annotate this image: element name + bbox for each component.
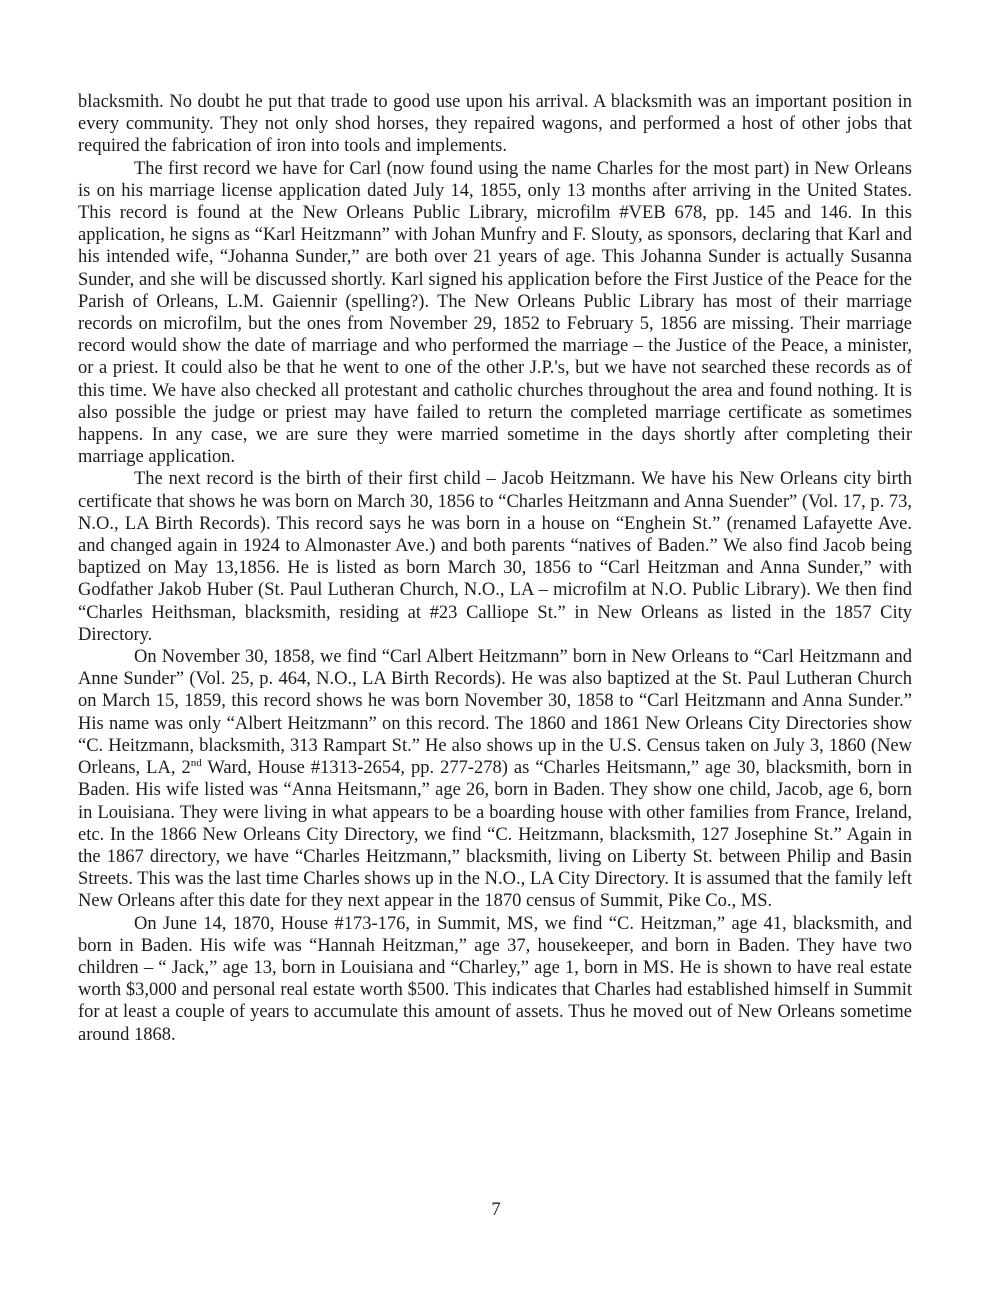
paragraph-1: blacksmith. No doubt he put that trade to good use upon his arrival. A blacksmith was an important position in every community. They not only shod horses, they repaired wagons, and performed a host of other jobs that required the fabrication of iron into tools and implements. <box>78 92 912 157</box>
document-body <box>78 91 912 1046</box>
paragraph-2: The first record we have for Carl (now found using the name Charles for the most part) in New Orleans is on his marriage license application dated July 14, 1855, only 13 months after arriving in the United States. This record is found at the New Orleans Public Library, microfilm #VEB 678, pp. 145 and 146. In this application, he signs as “Karl Heitzmann” with Johan Munfry and F. Slouty, as sponsors, declaring that Karl and his intended wife, “Johanna Sunder,” are both over 21 years of age. This Johanna Sunder is actually Susanna Sunder, and she will be discussed shortly. Karl signed his application before the First Justice of the Peace for the Parish of Orleans, L.M. Gaiennir (spelling?). The New Orleans Public Library has most of their marriage records on microfilm, but the ones from November 29, 1852 to February 5, 1856 are missing. Their marriage record would show the date of marriage and who performed the marriage – the Justice of the Peace, a minister, or a priest. It could also be that he went to one of the other J.P.'s, but we have not searched these records as of this time. We have also checked all protestant and catholic churches throughout the area and found nothing. It is also possible the judge or priest may have failed to return the completed marriage certificate as sometimes happens. In any case, we are sure they were married sometime in the days shortly after completing their marriage application. <box>78 158 912 468</box>
ordinal-suffix: nd <box>190 756 202 769</box>
page-number: 7 <box>491 1200 501 1220</box>
paragraph-3: The next record is the birth of their first child – Jacob Heitzmann. We have his New Orleans city birth certificate that shows he was born on March 30, 1856 to “Charles Heitzmann and Anna Suender” (Vol. 17, p. 73, N.O., LA Birth Records). This record says he was born in a house on “Enghein St.” (renamed Lafayette Ave. and changed again in 1924 to Almonaster Ave.) and both parents “natives of Baden.” We also find Jacob being baptized on May 13,1856. He is listed as born March 30, 1856 to “Carl Heitzman and Anna Sunder,” with Godfather Jakob Huber (St. Paul Lutheran Church, N.O., LA – microfilm at N.O. Public Library). We then find “Charles Heithsman, blacksmith, residing at #23 Calliope St.” in New Orleans as listed in the 1857 City Directory. <box>78 469 913 645</box>
paragraph-4-part-1: On November 30, 1858, we find “Carl Albert Heitzmann” born in New Orleans to “Carl Heitzmann and Anne Sunder” (Vol. 25, p. 464, N.O., LA Birth Records). He was also baptized at the St. Paul Lutheran Church on March 15, 1859, this record shows he was born November 30, 1858 to “Carl Heitzmann and Anna Sunder.” His name was only “Albert Heitzmann” on this record. The 1860 and 1861 New Orleans City Directories show “C. Heitzmann, blacksmith, 313 Rampart St.” He also shows up in the U.S. Census taken on July 3, 1860 (New Orleans, LA, 2 <box>78 647 912 779</box>
paragraph-5: On June 14, 1870, House #173-176, in Summit, MS, we find “C. Heitzman,” age 41, blacksmith, and born in Baden. His wife was “Hannah Heitzman,” age 37, housekeeper, and born in Baden. They have two children – “ Jack,” age 13, born in Louisiana and “Charley,” age 1, born in MS. He is shown to have real estate worth $3,000 and personal real estate worth $500. This indicates that Charles had established himself in Summit for at least a couple of years to accumulate this amount of assets. Thus he moved out of New Orleans sometime around 1868. <box>78 913 912 1045</box>
paragraph-4 <box>78 646 912 912</box>
paragraph-4-part-2: Ward, House #1313-2654, pp. 277-278) as “Charles Heitsmann,” age 30, blacksmith, born in Baden. His wife listed was “Anna Heitsmann,” age 26, born in Baden. They show one child, Jacob, age 6, born in Louisiana. They were living in what appears to be a boarding house with other families from France, Ireland, etc. In the 1866 New Orleans City Directory, we find “C. Heitzmann, blacksmith, 127 Josephine St.” Again in the 1867 directory, we have “Charles Heitzmann,” blacksmith, living on Liberty St. between Philip and Basin Streets. This was the last time Charles shows up in the N.O., LA City Directory. It is assumed that the family left New Orleans after this date for they next appear in the 1870 census of Summit, Pike Co., MS. <box>78 758 912 912</box>
